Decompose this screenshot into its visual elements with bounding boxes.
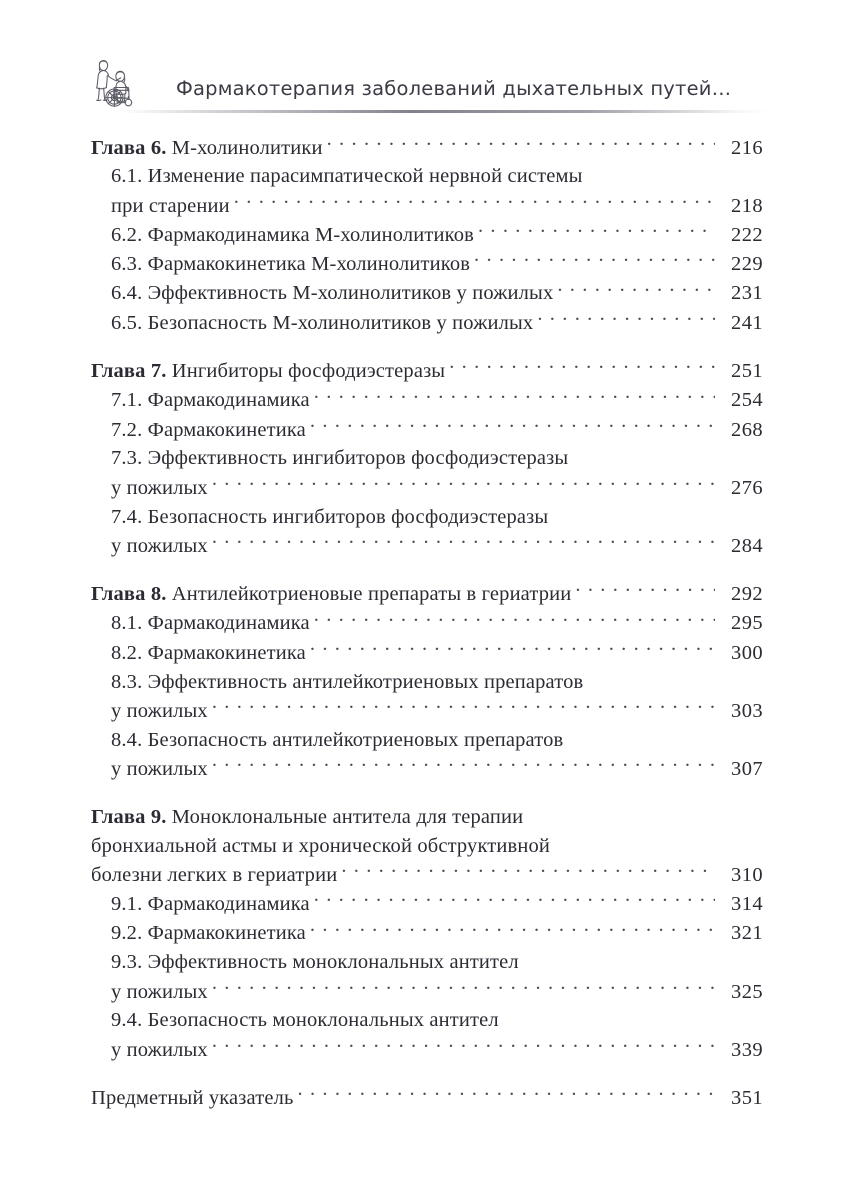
section-title: 6.5. Безопасность М-холинолитиков у пожилых [111, 311, 534, 334]
section-title: 6.3. Фармакокинетика М-холинолитиков [111, 253, 471, 276]
header-divider [120, 110, 768, 113]
chapter-title: Глава 7. Ингибиторы фосфодиэстеразы [91, 360, 446, 383]
leader-dots [212, 977, 715, 998]
page-number: 321 [731, 922, 763, 945]
leader-dots [212, 473, 715, 494]
leader-dots [310, 415, 715, 436]
section-title-continuation: у пожилых [111, 476, 208, 499]
leader-dots [557, 279, 715, 300]
page-number: 303 [731, 699, 763, 722]
page-number: 254 [731, 389, 763, 412]
toc-index-entry[interactable] [91, 1083, 763, 1112]
section-title: 6.4. Эффективность М-холинолитиков у пожилых [111, 282, 554, 305]
leader-dots [449, 357, 715, 378]
leader-dots [575, 580, 715, 601]
section-title: 9.4. Безопасность моноклональных антител [111, 1009, 499, 1032]
section-title: 8.1. Фармакодинамика [111, 612, 310, 635]
page-header [0, 0, 843, 118]
leader-dots [234, 191, 715, 212]
toc-chapter-group [91, 133, 763, 338]
chapter-title: Глава 6. М-холинолитики [91, 136, 323, 159]
toc-chapter-group [91, 580, 763, 784]
page-number: 231 [731, 282, 763, 305]
page-number: 292 [731, 583, 763, 606]
toc-section-entry[interactable] [91, 1006, 763, 1035]
table-of-contents [91, 133, 763, 1113]
toc-chapter-entry[interactable] [91, 357, 763, 386]
page-number: 218 [731, 194, 763, 217]
toc-section-continuation[interactable] [91, 977, 763, 1006]
leader-dots [327, 133, 715, 154]
page-number: 314 [731, 893, 763, 916]
page-number: 251 [731, 360, 763, 383]
toc-section-entry[interactable] [91, 220, 763, 249]
leader-dots [212, 754, 715, 775]
section-title-continuation: при старении [111, 194, 230, 217]
page-number: 310 [731, 863, 763, 886]
page-number: 284 [731, 534, 763, 557]
toc-section-entry[interactable] [91, 890, 763, 919]
section-title-continuation: у пожилых [111, 699, 208, 722]
page-number: 222 [731, 223, 763, 246]
toc-chapter-title-continuation[interactable] [91, 832, 763, 861]
section-title: 9.1. Фармакодинамика [111, 893, 310, 916]
toc-section-entry[interactable] [91, 638, 763, 667]
leader-dots [310, 638, 715, 659]
leader-dots [212, 696, 715, 717]
toc-section-entry[interactable] [91, 948, 763, 977]
toc-section-entry[interactable] [91, 919, 763, 948]
page-number: 268 [731, 418, 763, 441]
chapter-label: Глава 9. [91, 805, 172, 828]
toc-index-group [91, 1083, 763, 1112]
leader-dots [314, 890, 715, 911]
page-number: 307 [731, 757, 763, 780]
toc-section-entry[interactable] [91, 609, 763, 638]
chapter-label: Глава 8. [91, 583, 172, 606]
section-title-continuation: у пожилых [111, 980, 208, 1003]
toc-section-continuation[interactable] [91, 1035, 763, 1064]
toc-chapter-title-continuation[interactable] [91, 860, 763, 889]
section-title: 8.3. Эффективность антилейкотриеновых препаратов [111, 670, 584, 693]
chapter-title-line3: болезни легких в гериатрии [91, 863, 338, 886]
page-number: 216 [731, 136, 763, 159]
chapter-title: Глава 8. Антилейкотриеновые препараты в гериатрии [91, 583, 572, 606]
section-title: 7.4. Безопасность ингибиторов фосфодиэстеразы [111, 505, 549, 528]
page-number: 351 [731, 1086, 763, 1109]
section-title: 6.2. Фармакодинамика М-холинолитиков [111, 223, 474, 246]
toc-chapter-group [91, 357, 763, 561]
toc-section-continuation[interactable] [91, 473, 763, 502]
leader-dots [474, 250, 715, 271]
section-title-continuation: у пожилых [111, 757, 208, 780]
toc-section-entry[interactable] [91, 279, 763, 308]
toc-section-entry[interactable] [91, 503, 763, 532]
chapter-label: Глава 6. [91, 136, 172, 159]
toc-section-continuation[interactable] [91, 531, 763, 560]
toc-section-entry[interactable] [91, 668, 763, 697]
page-number: 300 [731, 641, 763, 664]
section-title: 6.1. Изменение парасимпатической нервной системы [111, 165, 583, 188]
page-number: 339 [731, 1038, 763, 1061]
toc-chapter-entry[interactable] [91, 580, 763, 609]
leader-dots [341, 860, 715, 881]
leader-dots [212, 1035, 715, 1056]
section-title: 8.2. Фармакокинетика [111, 641, 306, 664]
section-title-continuation: у пожилых [111, 534, 208, 557]
section-title: 7.3. Эффективность ингибиторов фосфодиэстеразы [111, 447, 569, 470]
chapter-title-line2: бронхиальной астмы и хронической обструктивной [91, 834, 551, 857]
page-number: 295 [731, 612, 763, 635]
toc-section-entry[interactable] [91, 250, 763, 279]
leader-dots [314, 609, 715, 630]
leader-dots [478, 220, 715, 241]
running-head-title: Фармакотерапия заболеваний дыхательных путей… [176, 77, 732, 100]
page-number: 325 [731, 980, 763, 1003]
toc-section-continuation[interactable] [91, 754, 763, 783]
toc-section-entry[interactable] [91, 415, 763, 444]
toc-section-continuation[interactable] [91, 191, 763, 220]
chapter-label: Глава 7. [91, 360, 172, 383]
leader-dots [212, 531, 715, 552]
toc-section-continuation[interactable] [91, 696, 763, 725]
toc-section-entry[interactable] [91, 308, 763, 337]
section-title: 9.2. Фармакокинетика [111, 922, 306, 945]
section-title-continuation: у пожилых [111, 1038, 208, 1061]
elderly-wheelchair-caregiver-icon [90, 57, 138, 112]
page-number: 276 [731, 476, 763, 499]
index-title: Предметный указатель [91, 1086, 294, 1109]
leader-dots [314, 386, 715, 407]
chapter-title: Глава 9. Моноклональные антитела для терапии [91, 805, 524, 828]
page-number: 241 [731, 311, 763, 334]
toc-section-entry[interactable] [91, 386, 763, 415]
leader-dots [537, 308, 715, 329]
toc-section-entry[interactable] [91, 726, 763, 755]
section-title: 9.3. Эффективность моноклональных антител [111, 951, 519, 974]
toc-chapter-entry[interactable] [91, 133, 763, 162]
toc-section-entry[interactable] [91, 444, 763, 473]
section-title: 7.1. Фармакодинамика [111, 389, 310, 412]
leader-dots [298, 1083, 716, 1104]
page-number: 229 [731, 253, 763, 276]
leader-dots [310, 919, 715, 940]
toc-chapter-group [91, 803, 763, 1065]
section-title: 8.4. Безопасность антилейкотриеновых препаратов [111, 728, 564, 751]
toc-section-entry[interactable] [91, 162, 763, 191]
section-title: 7.2. Фармакокинетика [111, 418, 306, 441]
toc-chapter-entry[interactable] [91, 803, 763, 832]
